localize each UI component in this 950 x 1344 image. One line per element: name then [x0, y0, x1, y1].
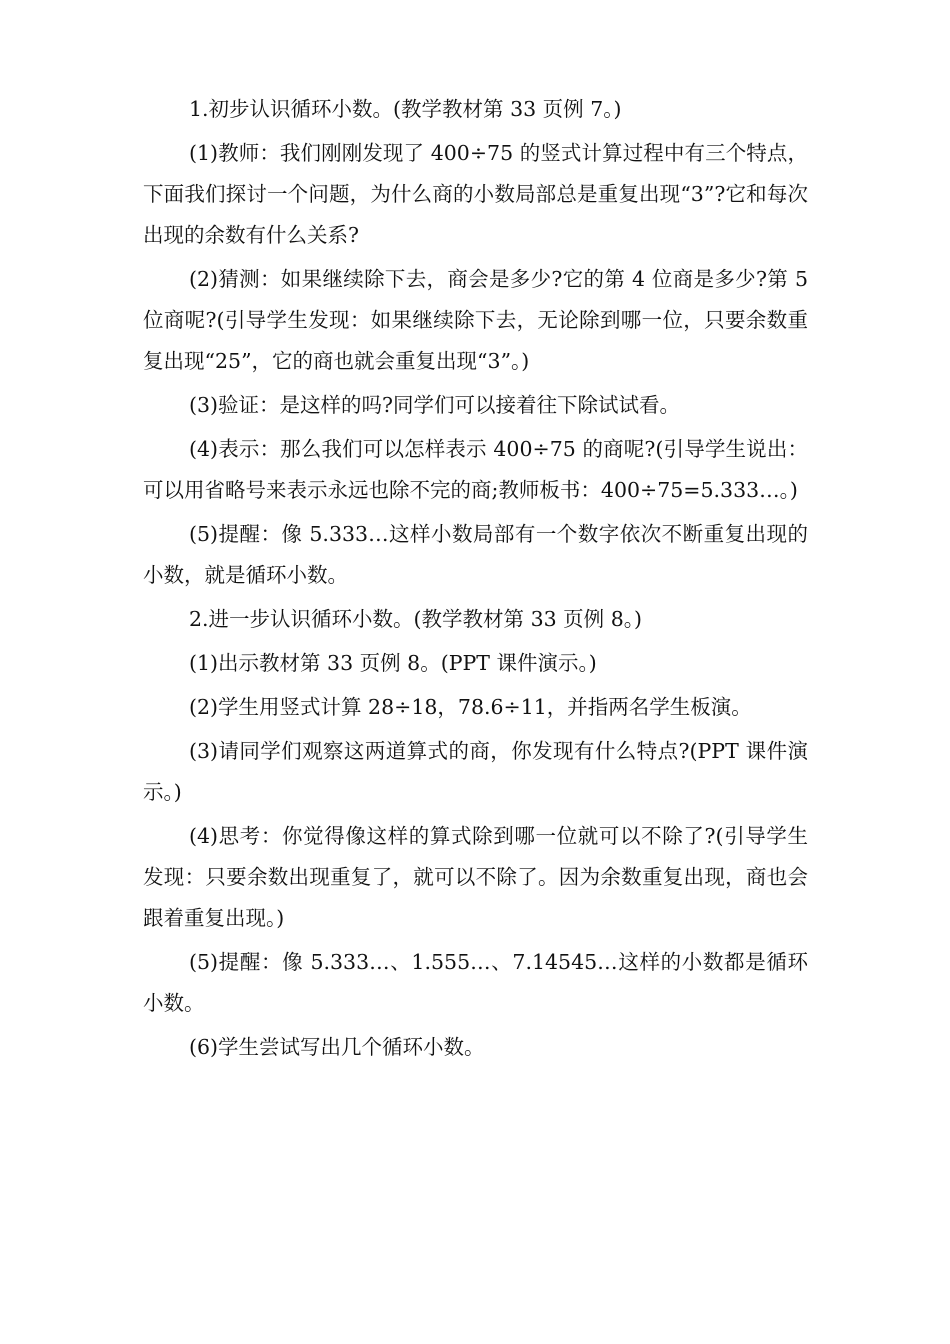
paragraph: (1)出示教材第 33 页例 8。(PPT 课件演示。)	[189, 651, 597, 675]
section-heading-2: 2.进一步认识循环小数。(教学教材第 33 页例 8。)	[189, 607, 642, 631]
paragraph: (4)思考：你觉得像这样的算式除到哪一位就可以不除了?(引导学生发现：只要余数出现重复了，就可以不除了。因为余数重复出现，商也会跟着重复出现。)	[143, 824, 808, 930]
paragraph: (5)提醒：像 5.333…、1.555…、7.14545…这样的小数都是循环小数。	[143, 950, 808, 1015]
section-heading-1: 1.初步认识循环小数。(教学教材第 33 页例 7。)	[189, 97, 622, 121]
paragraph: (1)教师：我们刚刚发现了 400÷75 的竖式计算过程中有三个特点，下面我们探讨一个问题，为什么商的小数局部总是重复出现“3”?它和每次出现的余数有什么关系?	[143, 141, 808, 247]
paragraph: (2)猜测：如果继续除下去，商会是多少?它的第 4 位商是多少?第 5 位商呢?(引导学生发现：如果继续除下去，无论除到哪一位，只要余数重复出现“25”，它的商也就会重复出现“3”。)	[143, 267, 815, 373]
paragraph: (3)请同学们观察这两道算式的商，你发现有什么特点?(PPT 课件演示。)	[143, 739, 808, 804]
document-body	[143, 89, 815, 1071]
paragraph: (5)提醒：像 5.333…这样小数局部有一个数字依次不断重复出现的小数，就是循环小数。	[143, 522, 808, 587]
paragraph: (4)表示：那么我们可以怎样表示 400÷75 的商呢?(引导学生说出：可以用省略号来表示永远也除不完的商;教师板书：400÷75=5.333…。)	[143, 437, 808, 502]
paragraph: (6)学生尝试写出几个循环小数。	[189, 1035, 485, 1059]
paragraph: (2)学生用竖式计算 28÷18，78.6÷11，并指两名学生板演。	[189, 695, 752, 719]
paragraph: (3)验证：是这样的吗?同学们可以接着往下除试试看。	[189, 393, 681, 417]
